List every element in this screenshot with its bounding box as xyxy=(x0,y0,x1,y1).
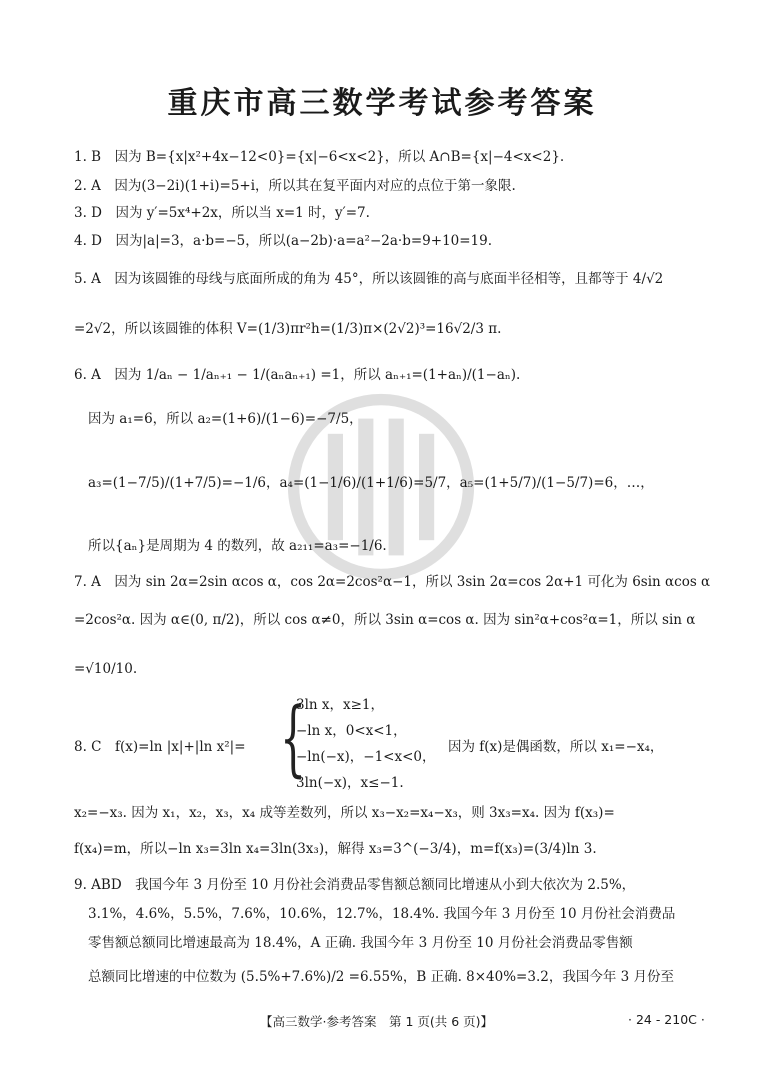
footer-code: · 24 - 210C · xyxy=(628,1012,705,1027)
answer-q8-line2: x₂=−x₃. 因为 x₁，x₂，x₃，x₄ 成等差数列，所以 x₃−x₂=x₄−x₃，则 3x₃=x₄. 因为 f(x₃)= xyxy=(74,805,615,821)
answer-q9-line2: 3.1%，4.6%，5.5%，7.6%，10.6%，12.7%，18.4%. 我国今年 3 月份至 10 月份社会消费品 xyxy=(88,906,676,922)
answer-q7-line3: =√10/10. xyxy=(74,661,138,677)
answer-q8-case4: 3ln(−x)，x≤−1. xyxy=(296,775,404,791)
answer-q8-case1: 3ln x，x≥1， xyxy=(296,697,385,713)
answer-q8-case3: −ln(−x)，−1<x<0， xyxy=(296,749,436,765)
answer-q6-line4: 所以{aₙ}是周期为 4 的数列，故 a₂₁₁=a₃=−1/6. xyxy=(88,538,387,554)
answer-q6-line3: a₃=(1−7/5)/(1+7/5)=−1/6，a₄=(1−1/6)/(1+1/6)=5/7，a₅=(1+5/7)/(1−5/7)=6，…， xyxy=(88,475,654,491)
answer-q5-line2: =2√2，所以该圆锥的体积 V=(1/3)πr²h=(1/3)π×(2√2)³=16√2/3 π. xyxy=(74,321,502,337)
answer-q9-line4: 总额同比增速的中位数为 (5.5%+7.6%)/2 =6.55%，B 正确. 8×40%=3.2，我国今年 3 月份至 xyxy=(88,969,675,985)
answer-q8-case2: −ln x，0<x<1， xyxy=(296,723,407,739)
piecewise-brace: { xyxy=(280,691,307,786)
answer-q9-line1: 9. ABD 我国今年 3 月份至 10 月份社会消费品零售额总额同比增速从小到大依次为 2.5%， xyxy=(74,877,636,893)
answer-q8-tail: 因为 f(x)是偶函数，所以 x₁=−x₄， xyxy=(448,739,664,755)
answer-q5-line1: 5. A 因为该圆锥的母线与底面所成的角为 45°，所以该圆锥的高与底面半径相等，且都等于 4/√2 xyxy=(74,271,664,287)
answer-q7-line1: 7. A 因为 sin 2α=2sin αcos α，cos 2α=2cos²α−1，所以 3sin 2α=cos 2α+1 可化为 6sin αcos α xyxy=(74,574,711,590)
answer-q2: 2. A 因为(3−2i)(1+i)=5+i，所以其在复平面内对应的点位于第一象限. xyxy=(74,178,516,194)
answer-q6-line2: 因为 a₁=6，所以 a₂=(1+6)/(1−6)=−7/5， xyxy=(88,411,363,427)
answer-q8-head: 8. C f(x)=ln |x|+|ln x²|= xyxy=(74,739,246,755)
footer-page-info: 【高三数学·参考答案 第 1 页(共 6 页)】 xyxy=(260,1014,494,1029)
page-title: 重庆市高三数学考试参考答案 xyxy=(167,86,597,121)
answer-q7-line2: =2cos²α. 因为 α∈(0, π/2)，所以 cos α≠0，所以 3sin α=cos α. 因为 sin²α+cos²α=1，所以 sin α xyxy=(74,612,696,628)
answer-q8-line3: f(x₄)=m，所以−ln x₃=3ln x₄=3ln(3x₃)，解得 x₃=3^(−3/4)，m=f(x₃)=(3/4)ln 3. xyxy=(74,841,597,857)
answer-q3: 3. D 因为 y′=5x⁴+2x，所以当 x=1 时，y′=7. xyxy=(74,205,370,221)
answer-q9-line3: 零售额总额同比增速最高为 18.4%，A 正确. 我国今年 3 月份至 10 月份社会消费品零售额 xyxy=(88,935,633,951)
answer-q4: 4. D 因为|a|=3，a·b=−5，所以(a−2b)·a=a²−2a·b=9+10=19. xyxy=(74,233,493,249)
answer-q1: 1. B 因为 B={x|x²+4x−12<0}={x|−6<x<2}，所以 A∩B={x|−4<x<2}. xyxy=(74,149,565,165)
answer-q6-line1: 6. A 因为 1/aₙ − 1/aₙ₊₁ − 1/(aₙaₙ₊₁) =1，所以 aₙ₊₁=(1+aₙ)/(1−aₙ). xyxy=(74,367,521,383)
